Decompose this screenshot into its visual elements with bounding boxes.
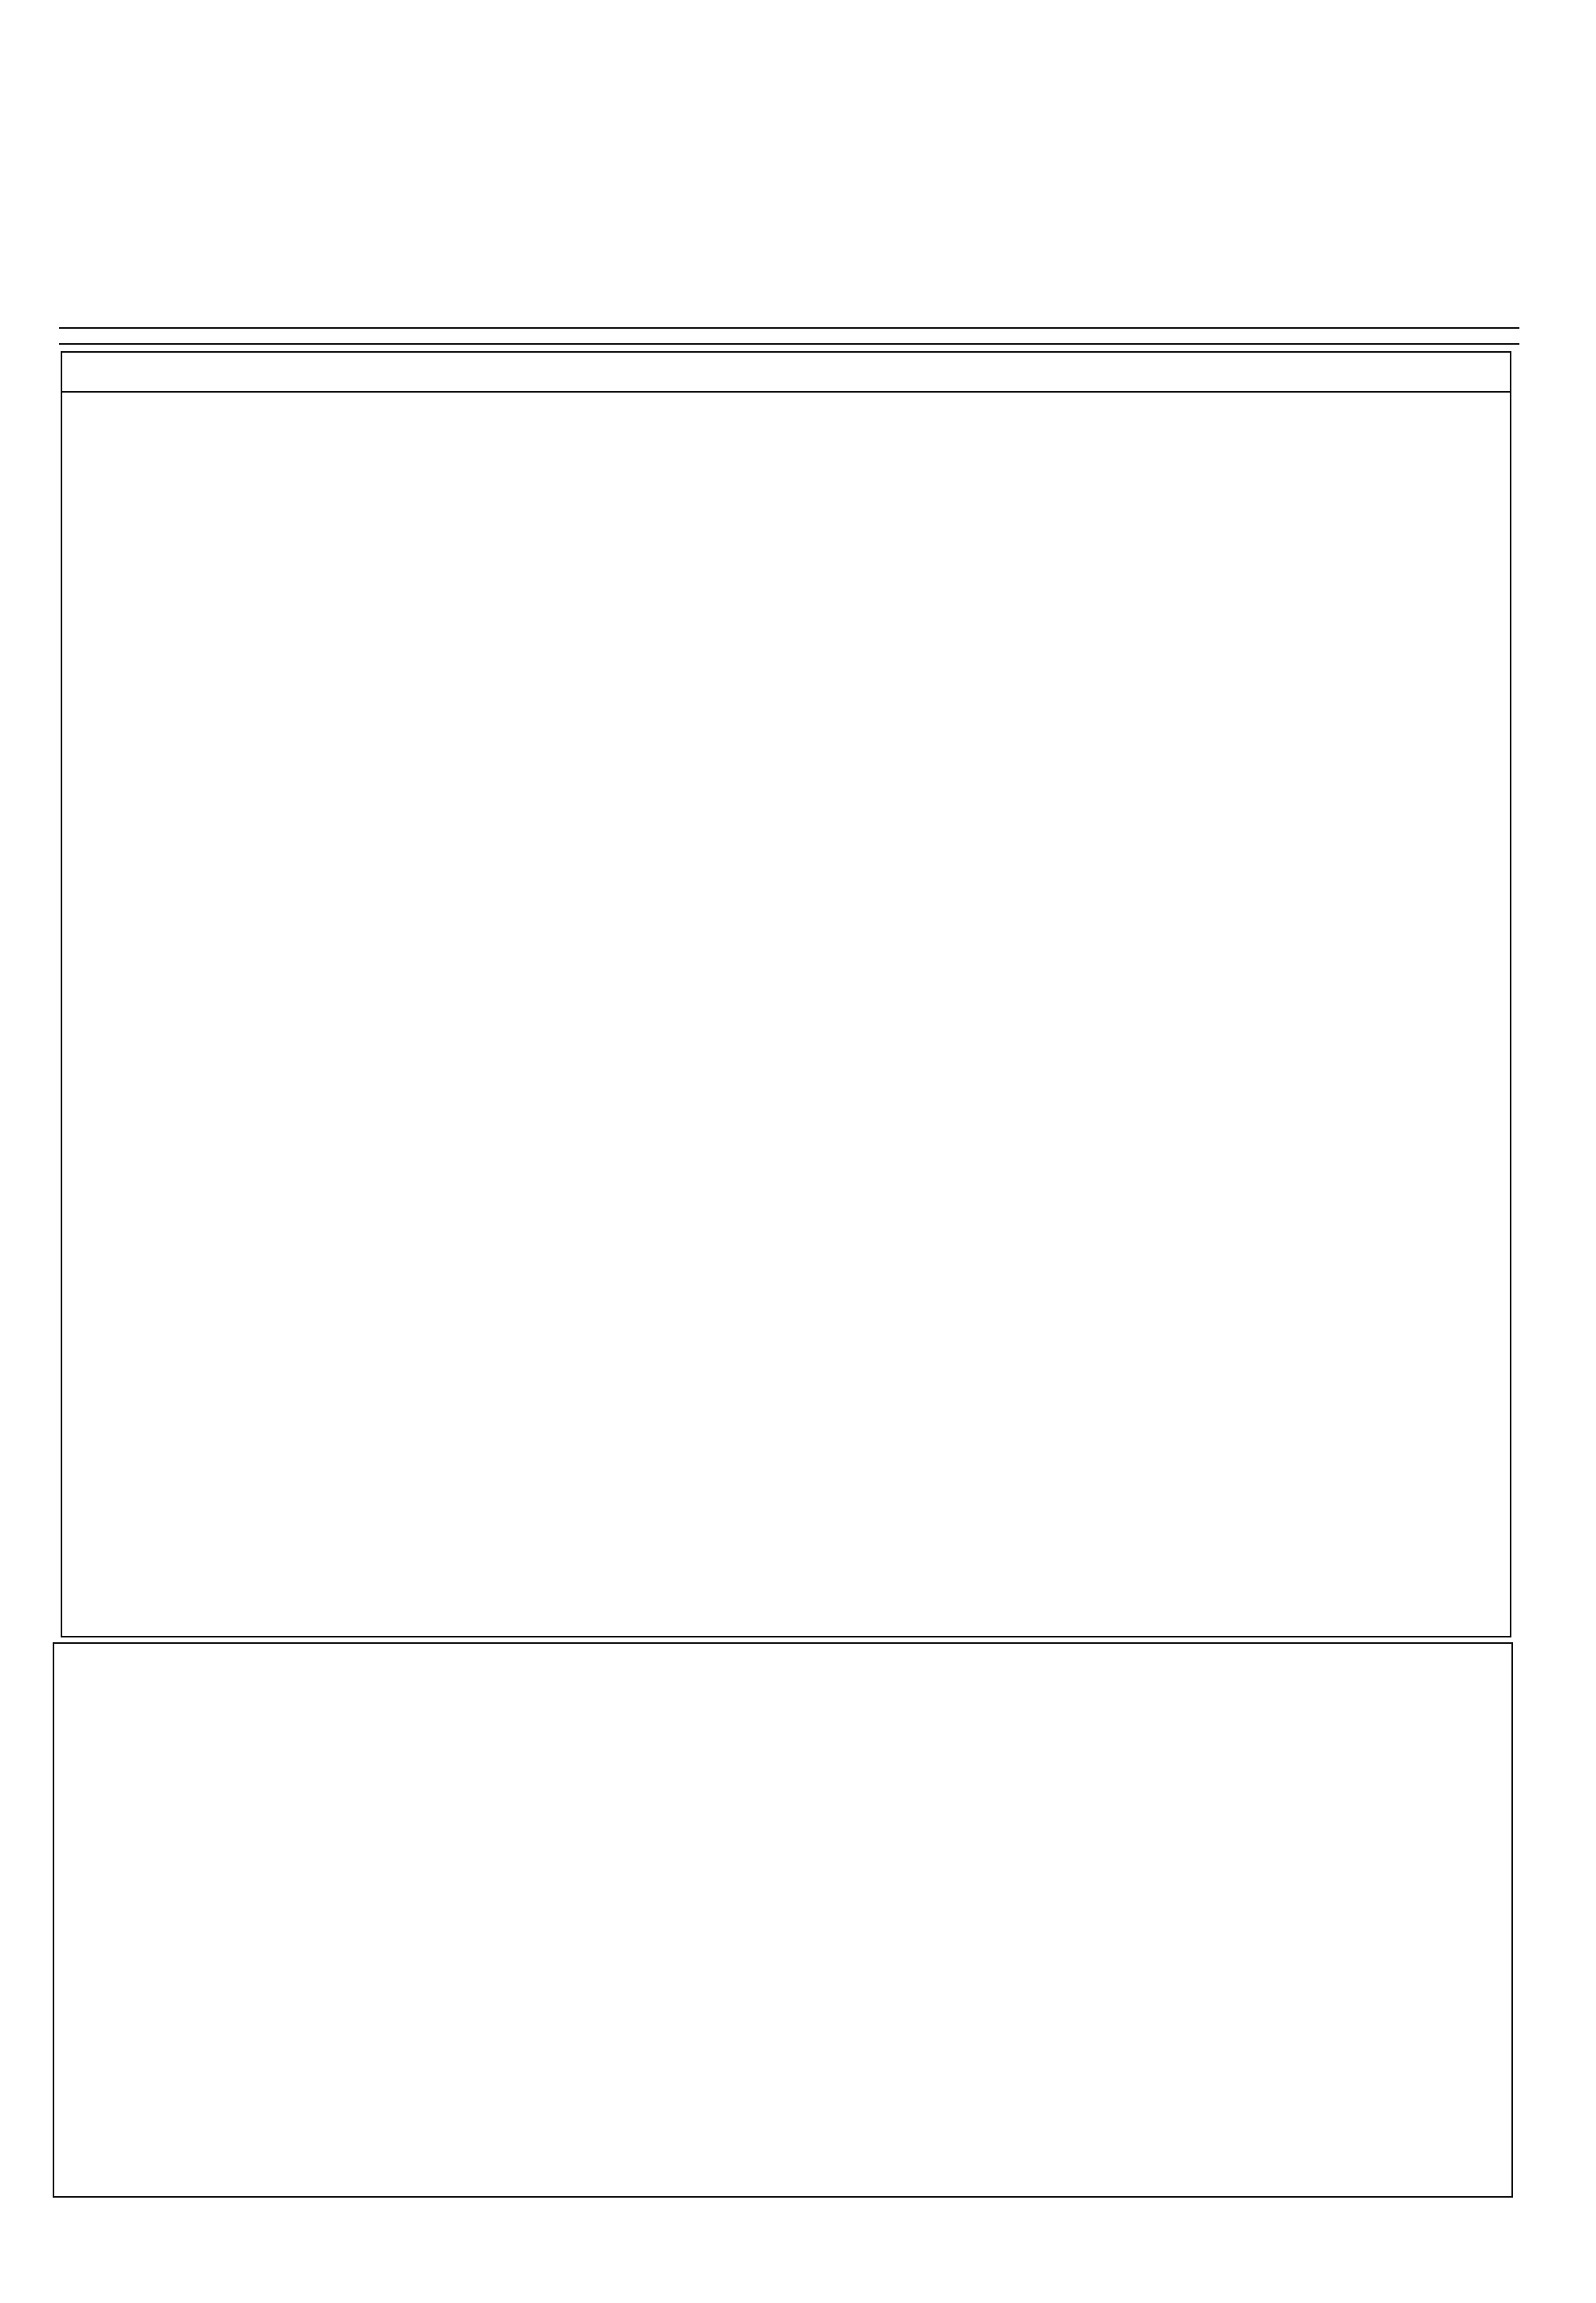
jahrgang: [62, 313, 78, 328]
radiosonde-table: [61, 351, 1511, 1637]
hoehenwinde-table: [53, 1642, 1513, 2198]
radio-hline-1: [61, 391, 1511, 393]
header-rule-2: [59, 343, 1519, 345]
header-rule: [59, 327, 1519, 329]
